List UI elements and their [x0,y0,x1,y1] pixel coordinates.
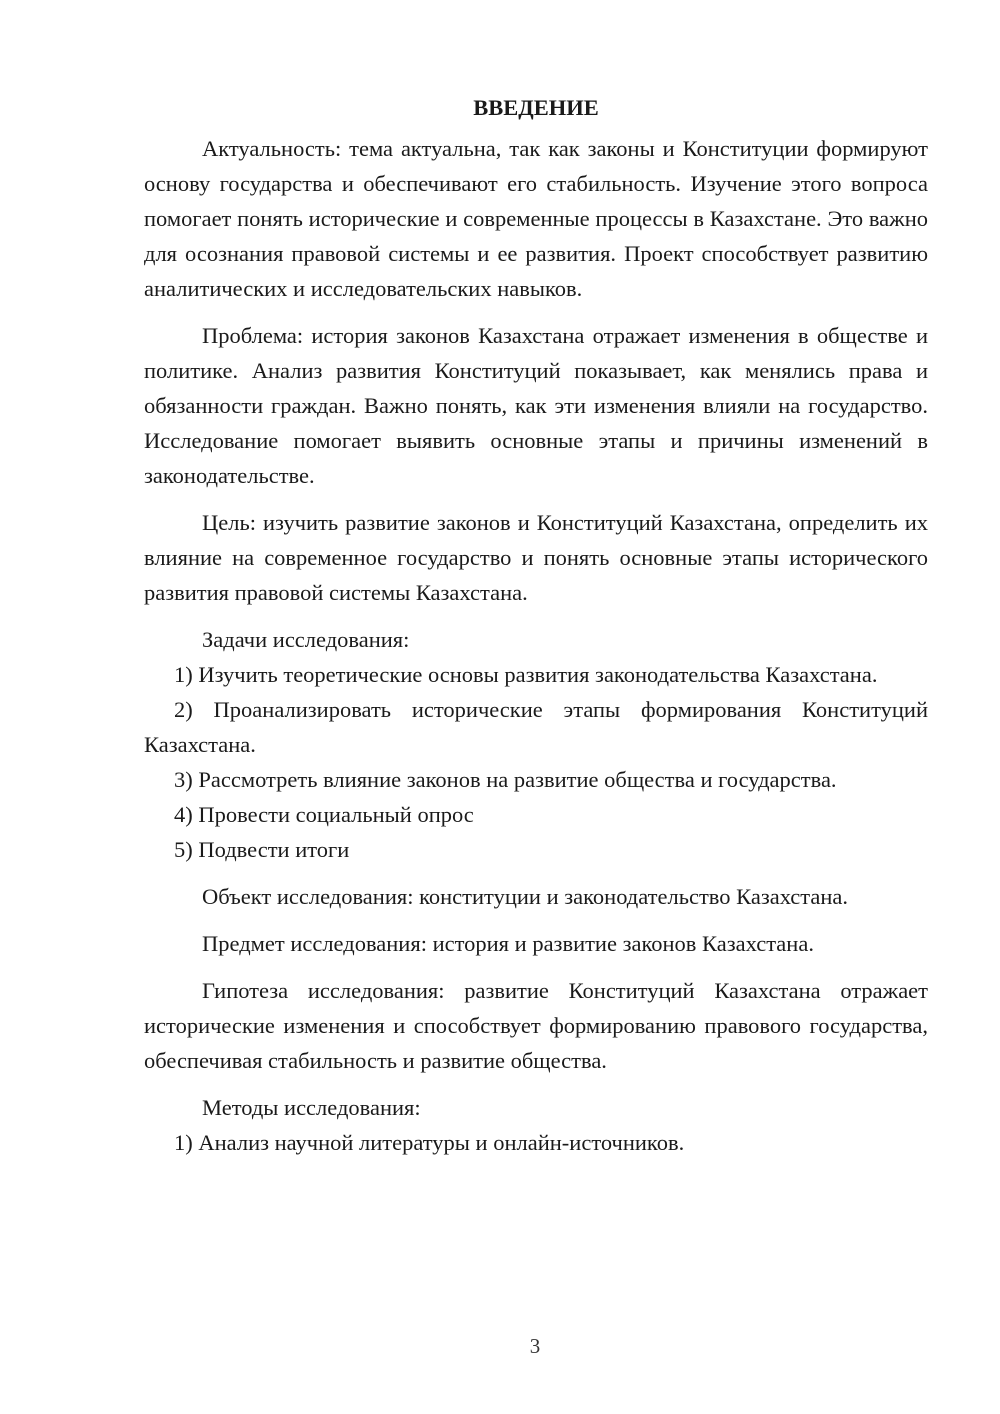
task-item: 1) Изучить теоретические основы развития законодательства Казахстана. [174,662,878,687]
paragraph-hypothesis: Гипотеза исследования: развитие Конституций Казахстана отражает исторические изменения и способствует формированию правового государства, обеспечивая стабильность и развитие общества. [144,978,928,1073]
tasks-list [144,657,928,867]
section-title: ВВЕДЕНИЕ [473,95,599,120]
paragraph-goal: Цель: изучить развитие законов и Конституций Казахстана, определить их влияние на современное государство и понять основные этапы исторического развития правовой системы Казахстана. [144,510,928,605]
task-item: 4) Провести социальный опрос [174,802,474,827]
paragraph-object: Объект исследования: конституции и законодательство Казахстана. [202,884,849,909]
paragraph-problem: Проблема: история законов Казахстана отражает изменения в обществе и политике. Анализ развития Конституций показывает, как менялись права и обязанности граждан. Важно понять, как эти изменения влияли на государство. Исследование помогает выявить основные этапы и причины изменений в законодательстве. [144,323,928,488]
tasks-heading: Задачи исследования: [202,627,410,652]
task-item: 3) Рассмотреть влияние законов на развитие общества и государства. [174,767,837,792]
task-item: 2) Проанализировать исторические этапы формирования Конституций Казахстана. [144,697,928,757]
method-item: 1) Анализ научной литературы и онлайн-источников. [174,1130,685,1155]
page-number: 3 [529,1334,541,1358]
methods-list [144,1125,928,1160]
task-item: 5) Подвести итоги [174,837,350,862]
paragraph-relevance: Актуальность: тема актуальна, так как законы и Конституции формируют основу государства и обеспечивают его стабильность. Изучение этого вопроса помогает понять исторические и современные процессы в Казахстане. Это важно для осознания правовой системы и ее развития. Проект способствует развитию аналитических и исследовательских навыков. [144,136,928,301]
methods-heading: Методы исследования: [202,1095,421,1120]
document-body [144,90,928,1160]
paragraph-subject: Предмет исследования: история и развитие законов Казахстана. [202,931,814,956]
